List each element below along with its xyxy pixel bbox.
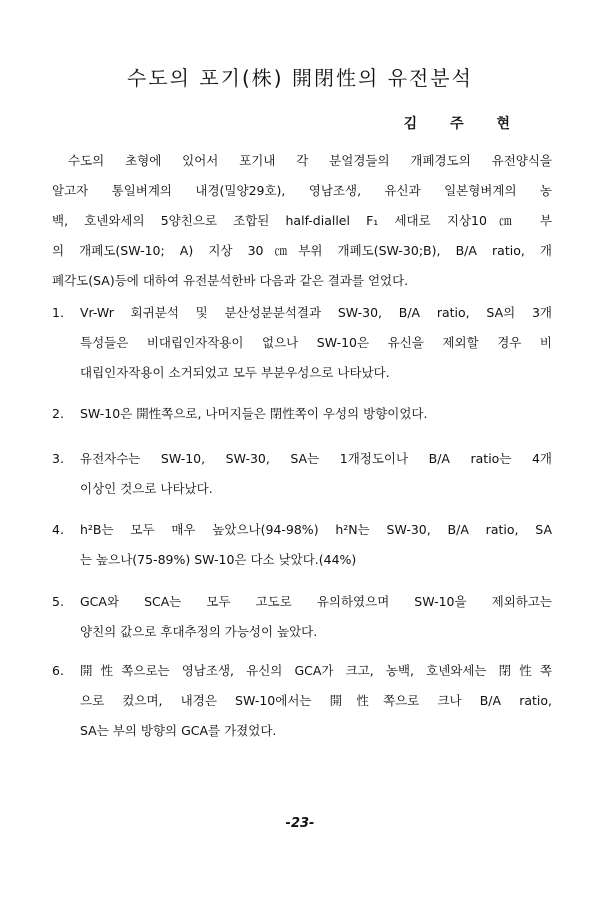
result-item-6 — [52, 656, 552, 746]
result-item-1 — [52, 298, 552, 388]
abstract-line: 수도의 초형에 있어서 포기내 각 분얼경들의 개폐경도의 유전양식을 — [68, 153, 552, 168]
page-number: -23- — [285, 816, 315, 831]
result-item-4 — [52, 515, 552, 575]
item-number: 6. — [52, 663, 64, 678]
item-number: 3. — [52, 451, 64, 466]
abstract-line: 의 개폐도(SW-10; A) 지상 30㎝부위 개폐도(SW-30;B), B/A ratio, 개 — [52, 243, 552, 258]
item-line: 이상인 것으로 나타났다. — [80, 481, 213, 496]
paper-title: 수도의 포기(株) 開閉性의 유전분석 — [127, 66, 473, 90]
item-line: 開性쪽으로는 영남조생, 유신의 GCA가 크고, 농백, 호넨와세는 閉性쪽 — [80, 663, 552, 678]
item-line: 으로 컸으며, 내경은 SW-10에서는 開性쪽으로 크나 B/A ratio, — [80, 693, 552, 708]
item-number: 4. — [52, 522, 64, 537]
item-line: 양친의 값으로 후대추정의 가능성이 높았다. — [80, 624, 318, 639]
result-item-5 — [52, 587, 552, 647]
item-number: 5. — [52, 594, 64, 609]
item-number: 1. — [52, 305, 64, 320]
abstract-line: 알고자 통일벼계의 내경(밀양29호), 영남조생, 유신과 일본형벼계의 농 — [52, 183, 552, 198]
result-item-2 — [52, 399, 552, 429]
item-line: SA는 부의 방향의 GCA를 가졌었다. — [80, 723, 277, 738]
item-number: 2. — [52, 406, 64, 421]
item-line: h²B는 모두 매우 높았으나(94-98%) h²N는 SW-30, B/A ratio, SA — [80, 522, 552, 537]
abstract-line: 백, 호넨와세의 5양친으로 조합된 half-diallel F₁ 세대로 지상10㎝ 부 — [52, 213, 552, 228]
item-line: Vr-Wr 회귀분석 및 분산성분분석결과 SW-30, B/A ratio, SA의 3개 — [80, 305, 552, 320]
item-line: 대립인자작용이 소거되었고 모두 부분우성으로 나타났다. — [80, 365, 390, 380]
item-line: 유전자수는 SW-10, SW-30, SA는 1개정도이나 B/A ratio는 4개 — [80, 451, 552, 466]
abstract-paragraph — [52, 146, 552, 296]
abstract-line: 폐각도(SA)등에 대하여 유전분석한바 다음과 같은 결과를 얻었다. — [52, 273, 409, 288]
item-line: GCA와 SCA는 모두 고도로 유의하였으며 SW-10을 제외하고는 — [80, 594, 552, 609]
item-line: SW-10은 開性쪽으로, 나머지들은 閉性쪽이 우성의 방향이었다. — [80, 406, 428, 421]
result-item-3 — [52, 444, 552, 504]
item-line: 특성들은 비대립인자작용이 없으나 SW-10은 유신을 제외할 경우 비 — [80, 335, 552, 350]
item-line: 는 높으나(75-89%) SW-10은 다소 낮았다.(44%) — [80, 552, 357, 567]
author-name: 김 주 현 — [403, 116, 524, 132]
